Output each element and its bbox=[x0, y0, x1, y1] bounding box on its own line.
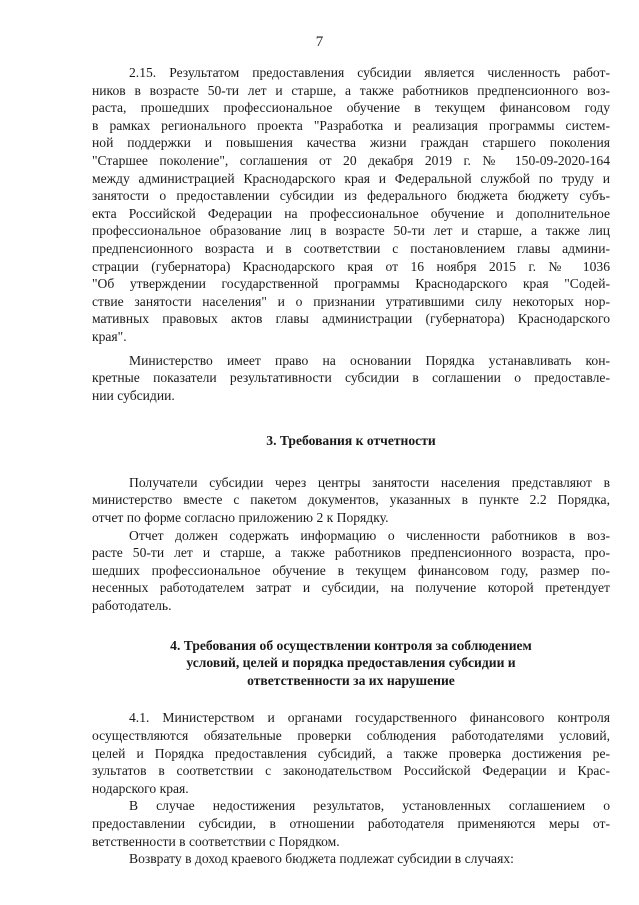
paragraph-3-report-content bbox=[92, 527, 610, 615]
text-line: ствие занятости населения" и о признании утратившими силу некоторых нор- bbox=[92, 293, 610, 309]
text-line: занятости о предоставлении субсидии из федерального бюджета бюджету субъ- bbox=[92, 188, 610, 204]
paragraph-4-refund bbox=[92, 850, 610, 868]
text-line: нии субсидии. bbox=[92, 387, 175, 403]
paragraph-4-nonachievement bbox=[92, 797, 610, 850]
heading-line: ответственности за их нарушение bbox=[247, 672, 455, 688]
text-line: зультатов в соответствии с законодательством Российской Федерации и Крас- bbox=[92, 763, 610, 779]
text-line: несенных работодателем затрат и субсидии, на получение которой претендует bbox=[92, 580, 610, 596]
text-line: кретные показатели результативности субсидии в соглашении о предоставле- bbox=[92, 370, 610, 386]
text-line: екта Российской Федерации на профессиональное обучение и дополнительное bbox=[92, 205, 610, 221]
paragraph-3-reporting bbox=[92, 474, 610, 527]
text-line: раста, прошедших профессиональное обучение в текущем финансовом году bbox=[92, 100, 610, 116]
text-line: страции (губернатора) Краснодарского края от 16 ноября 2015 г. № 1036 bbox=[92, 258, 610, 274]
heading-line: условий, целей и порядка предоставления субсидии и bbox=[186, 655, 516, 671]
section-heading-4 bbox=[92, 637, 610, 690]
text-line: нодарского края. bbox=[92, 780, 189, 796]
text-line: между администрацией Краснодарского края и Федеральной службой по труду и bbox=[92, 170, 610, 186]
page-number: 7 bbox=[315, 34, 324, 50]
section-heading-3: 3. Требования к отчетности bbox=[266, 433, 436, 449]
text-line: предпенсионного возраста и в соответствии с постановлением главы админи- bbox=[92, 240, 610, 256]
document-body bbox=[92, 64, 610, 868]
text-line: министерство вместе с пакетом документов, указанных в пункте 2.2 Порядка, bbox=[92, 492, 610, 508]
text-line: целей и Порядка предоставления субсидий, а также проверка достижения ре- bbox=[92, 745, 610, 761]
text-line: края". bbox=[92, 328, 127, 344]
paragraph-4-1 bbox=[92, 709, 610, 797]
paragraph-2-15 bbox=[92, 64, 610, 346]
text-line: ветственности в соответствии с Порядком. bbox=[92, 833, 340, 849]
text-line: работодатель. bbox=[92, 598, 172, 614]
paragraph-ministry-rights bbox=[92, 352, 610, 405]
text-line: отчет по форме согласно приложению 2 к Порядку. bbox=[92, 510, 389, 526]
text-line: осуществляются обязательные проверки соблюдения работодателями условий, bbox=[92, 728, 610, 743]
text-line: Отчет должен содержать информацию о численности работников в воз- bbox=[129, 527, 610, 543]
text-line: Министерство имеет право на основании Порядка устанавливать кон- bbox=[129, 352, 610, 368]
text-line: 4.1. Министерством и органами государственного финансового контроля bbox=[129, 710, 610, 726]
text-line: 2.15. Результатом предоставления субсидии является численность работ- bbox=[129, 65, 610, 80]
text-line: в рамках регионального проекта "Разработка и реализация программы систем- bbox=[92, 117, 610, 133]
text-line: "Об утверждении государственной программы Краснодарского края "Содей- bbox=[92, 276, 610, 292]
text-line: шедших профессиональное обучение в текущем финансовом году, размер по- bbox=[92, 562, 610, 578]
text-line: Возврату в доход краевого бюджета подлежат субсидии в случаях: bbox=[129, 851, 514, 867]
text-line: предоставлении субсидии, в отношении работодателя применяются меры от- bbox=[92, 815, 610, 831]
text-line: Получатели субсидии через центры занятости населения представляют в bbox=[129, 474, 610, 490]
text-line: мативных правовых актов главы администрации (губернатора) Краснодарского bbox=[92, 311, 610, 327]
text-line: профессиональное образование лиц в возрасте 50-ти лет и старше, а также лиц bbox=[92, 223, 610, 239]
text-line: расте 50-ти лет и старше, а также работников предпенсионного возраста, про- bbox=[92, 545, 610, 561]
text-line: ников в возрасте 50-ти лет и старше, а также работников предпенсионного воз- bbox=[92, 82, 610, 98]
text-line: "Старшее поколение", соглашения от 20 декабря 2019 г. № 150-09-2020-164 bbox=[92, 152, 610, 168]
text-line: ной поддержки и повышения качества жизни граждан старшего поколения bbox=[92, 135, 610, 151]
text-line: В случае недостижения результатов, установленных соглашением о bbox=[129, 798, 610, 814]
heading-line: 4. Требования об осуществлении контроля за соблюдением bbox=[170, 637, 532, 653]
